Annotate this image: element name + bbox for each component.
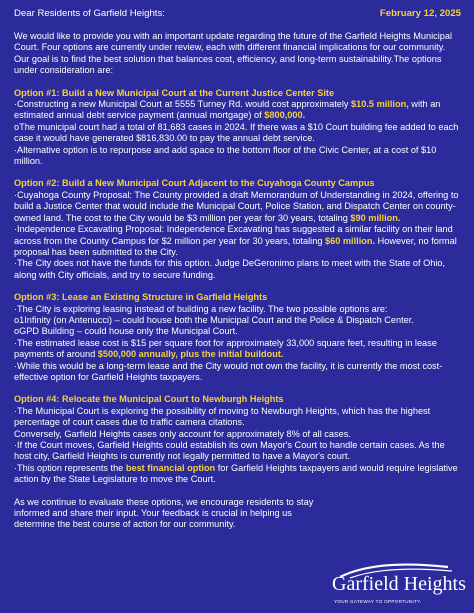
option-1-section <box>14 88 461 168</box>
letter <box>14 8 461 531</box>
option-3-lease-cost: ·The estimated lease cost is $15 per square foot for approximately 33,000 square feet, resulting in lease payments of around $500,000 annually, plus the initial buildout. <box>14 337 437 360</box>
option-1-cost: ·Constructing a new Municipal Court at 5555 Turney Rd. would cost approximately $10.5 million, with an estimated annual debt service payment (annual mortgage) of $800,000. <box>14 99 441 121</box>
intro-paragraph: We would like to provide you with an important update regarding the future of the Garfield Heights Municipal Court. Four options are currently under review, each with different financial implications for our community. Our goal is to find the best solution that balances cost, efficiency, and long-term sustainability.The options under consideration are: <box>14 31 453 76</box>
option-2-funding: ·The City does not have the funds for this option. Judge DeGeronimo plans to meet with the State of Ohio, along with City officials, and try to secure funding. <box>14 258 446 280</box>
letter-header <box>14 8 461 20</box>
option-3-gpd: oGPD Building – could house only the Municipal Court. <box>14 326 238 337</box>
option-1-alternative: ·Alternative option is to repurpose and add space to the bottom floor of the Civic Center, at a cost of $10 million. <box>14 144 437 167</box>
option-4-percentage: Conversely, Garfield Heights cases only account for approximately 8% of all cases. <box>14 428 351 439</box>
option-2-county-proposal: ·Cuyahoga County Proposal: The County provided a draft Memorandum of Understanding in 2024, offering to build a Justice Center that would include the Municipal Court, Police Station, and Dispatch Center on county-owned land. The cost to the City would be $3 million per year for 30 years, totaling $90 million. <box>14 189 459 223</box>
option-3-infinity: o1Infinity (on Antenucci) – could house both the Municipal Court and the Police & Dispatch Center. <box>14 314 414 325</box>
logo-tagline: YOUR GATEWAY TO OPPORTUNITY. <box>334 599 422 604</box>
option-4-title: Option #4: Relocate the Municipal Court to Newburgh Heights <box>14 394 284 405</box>
option-4-mayors-court: ·If the Court moves, Garfield Heights could establish its own Mayor's Court to handle certain cases. As the host city, Garfield Heights is currently not legally permitted to have a Mayor's court. <box>14 440 445 462</box>
option-3-note: ·While this would be a long-term lease and the City would not own the facility, it is currently the most cost-effective option for Garfield Heights taxpayers. <box>14 360 443 382</box>
option-2-excavating-proposal: ·Independence Excavating Proposal: Independence Excavating has suggested a similar facility on their land across from the County Campus for $2 million per year for 30 years, totaling $60 million. However, no formal proposal has been submitted to the City. <box>14 224 457 257</box>
option-4-best-option: ·This option represents the best financial option for Garfield Heights taxpayers and would require legislative action by the State Legislature to move the Court. <box>14 462 458 485</box>
option-4-intro: ·The Municipal Court is exploring the possibility of moving to Newburgh Heights, which has the highest percentage of court cases due to traffic camera citations. <box>14 405 431 428</box>
option-2-section <box>14 178 461 281</box>
logo-name: Garfield Heights <box>332 573 466 595</box>
option-3-section <box>14 292 461 383</box>
greeting: Dear Residents of Garfield Heights: <box>14 8 165 19</box>
option-4-section <box>14 394 461 485</box>
option-1-cases: oThe municipal court had a total of 81,683 cases in 2024. If there was a $10 Court building fee added to each case it would have generated $816,830.00 to pay the annual debt service. <box>14 121 459 144</box>
option-3-intro: ·The City is exploring leasing instead of building a new facility. The two possible options are: <box>14 303 388 314</box>
letter-date: February 12, 2025 <box>379 8 461 19</box>
option-1-title: Option #1: Build a New Municipal Court at the Current Justice Center Site <box>14 87 335 98</box>
garfield-heights-logo <box>332 557 466 605</box>
option-3-title: Option #3: Lease an Existing Structure in Garfield Heights <box>14 292 268 303</box>
closing-paragraph: As we continue to evaluate these options, we encourage residents to stay informed and share their input. Your feedback is crucial in helping us determine the best course of action for our community. <box>14 496 314 530</box>
option-2-title: Option #2: Build a New Municipal Court Adjacent to the Cuyahoga County Campus <box>14 178 375 189</box>
